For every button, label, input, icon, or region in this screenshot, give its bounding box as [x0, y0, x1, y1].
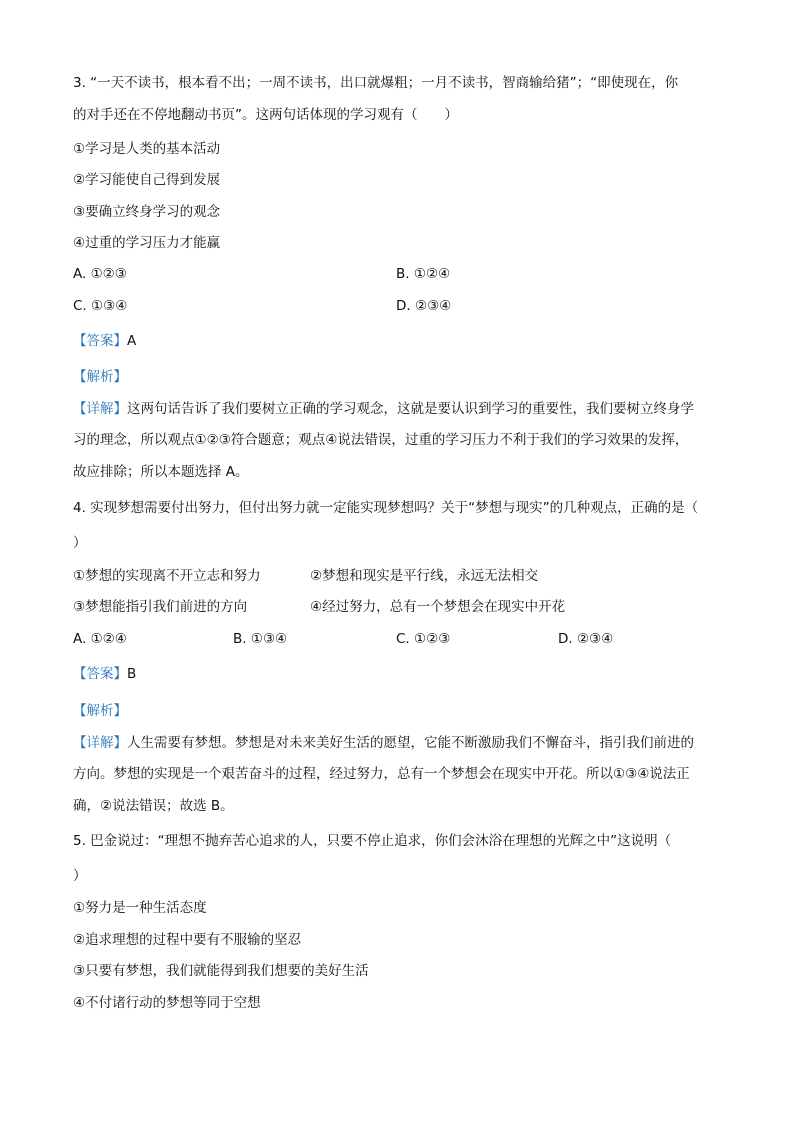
q3-option-4: ④过重的学习压力才能赢 — [73, 235, 221, 251]
q4-option-4: ④经过努力，总有一个梦想会在现实中开花 — [310, 599, 566, 615]
q3-analysis-tag: 【解析】 — [73, 369, 127, 385]
q4-analysis-tag: 【解析】 — [73, 703, 127, 719]
q4-detail-line1 — [73, 733, 694, 753]
q3-answer-value: A — [127, 333, 137, 349]
q3-option-3: ③要确立终身学习的观念 — [73, 204, 221, 220]
q3-choice-a: A. ①②③ — [73, 266, 127, 282]
q3-detail-line3: 故应排除；所以本题选择 A。 — [73, 464, 249, 480]
q4-option-2: ②梦想和现实是平行线，永远无法相交 — [310, 568, 539, 584]
q4-choice-b: B. ①③④ — [233, 631, 288, 647]
q4-choice-d: D. ②③④ — [558, 631, 614, 647]
q5-option-4: ④不付诸行动的梦想等同于空想 — [73, 995, 261, 1011]
q5-option-2: ②追求理想的过程中要有不服输的坚忍 — [73, 932, 302, 948]
q5-stem-line2: ） — [73, 868, 87, 884]
q3-detail-tag: 【详解】 — [73, 401, 127, 417]
q5-option-1: ①努力是一种生活态度 — [73, 900, 207, 916]
q4-stem-line2: ） — [73, 535, 87, 551]
q3-option-2: ②学习能使自己得到发展 — [73, 172, 221, 188]
q4-answer-value: B — [127, 666, 137, 682]
q3-choice-d: D. ②③④ — [396, 298, 452, 314]
q4-answer-tag: 【答案】 — [73, 666, 127, 682]
q4-choice-a: A. ①②④ — [73, 631, 127, 647]
q4-stem-line1: 4. 实现梦想需要付出努力，但付出努力就一定能实现梦想吗？关于“梦想与现实”的几种观点，正确的是（ — [73, 500, 699, 516]
q3-answer — [73, 331, 136, 351]
q4-detail-line3: 确，②说法错误；故选 B。 — [73, 798, 234, 814]
q4-option-3: ③梦想能指引我们前进的方向 — [73, 599, 248, 615]
q3-choice-b: B. ①②④ — [396, 266, 451, 282]
q3-option-1: ①学习是人类的基本活动 — [73, 141, 221, 157]
q3-stem-line2: 的对手还在不停地翻动书页”。这两句话体现的学习观有（ ） — [73, 107, 458, 123]
q3-detail-line1 — [73, 399, 694, 419]
q3-stem-line1: 3. “一天不读书，根本看不出；一周不读书，出口就爆粗；一月不读书，智商输给猪”；“即使现在，你 — [73, 75, 679, 91]
q3-detail-line2: 习的理念，所以观点①②③符合题意；观点④说法错误，过重的学习压力不利于我们的学习效果的发挥， — [73, 432, 689, 448]
q3-choice-c: C. ①③④ — [73, 298, 128, 314]
q5-stem-line1: 5. 巴金说过：“理想不抛弃苦心追求的人，只要不停止追求，你们会沐浴在理想的光辉之中”这说明（ — [73, 833, 672, 849]
q4-detail-line2: 方向。梦想的实现是一个艰苦奋斗的过程，经过努力，总有一个梦想会在现实中开花。所以①③④说法正 — [73, 766, 690, 782]
q5-option-3: ③只要有梦想，我们就能得到我们想要的美好生活 — [73, 963, 369, 979]
q3-answer-tag: 【答案】 — [73, 333, 127, 349]
q3-detail-text1: 这两句话告诉了我们要树立正确的学习观念，这就是要认识到学习的重要性，我们要树立终身学 — [127, 401, 694, 417]
q4-detail-text1: 人生需要有梦想。梦想是对未来美好生活的愿望，它能不断激励我们不懈奋斗，指引我们前进的 — [127, 735, 694, 751]
q4-answer — [73, 664, 136, 684]
q4-option-1: ①梦想的实现离不开立志和努力 — [73, 568, 261, 584]
q4-choice-c: C. ①②③ — [396, 631, 451, 647]
q4-detail-tag: 【详解】 — [73, 735, 127, 751]
